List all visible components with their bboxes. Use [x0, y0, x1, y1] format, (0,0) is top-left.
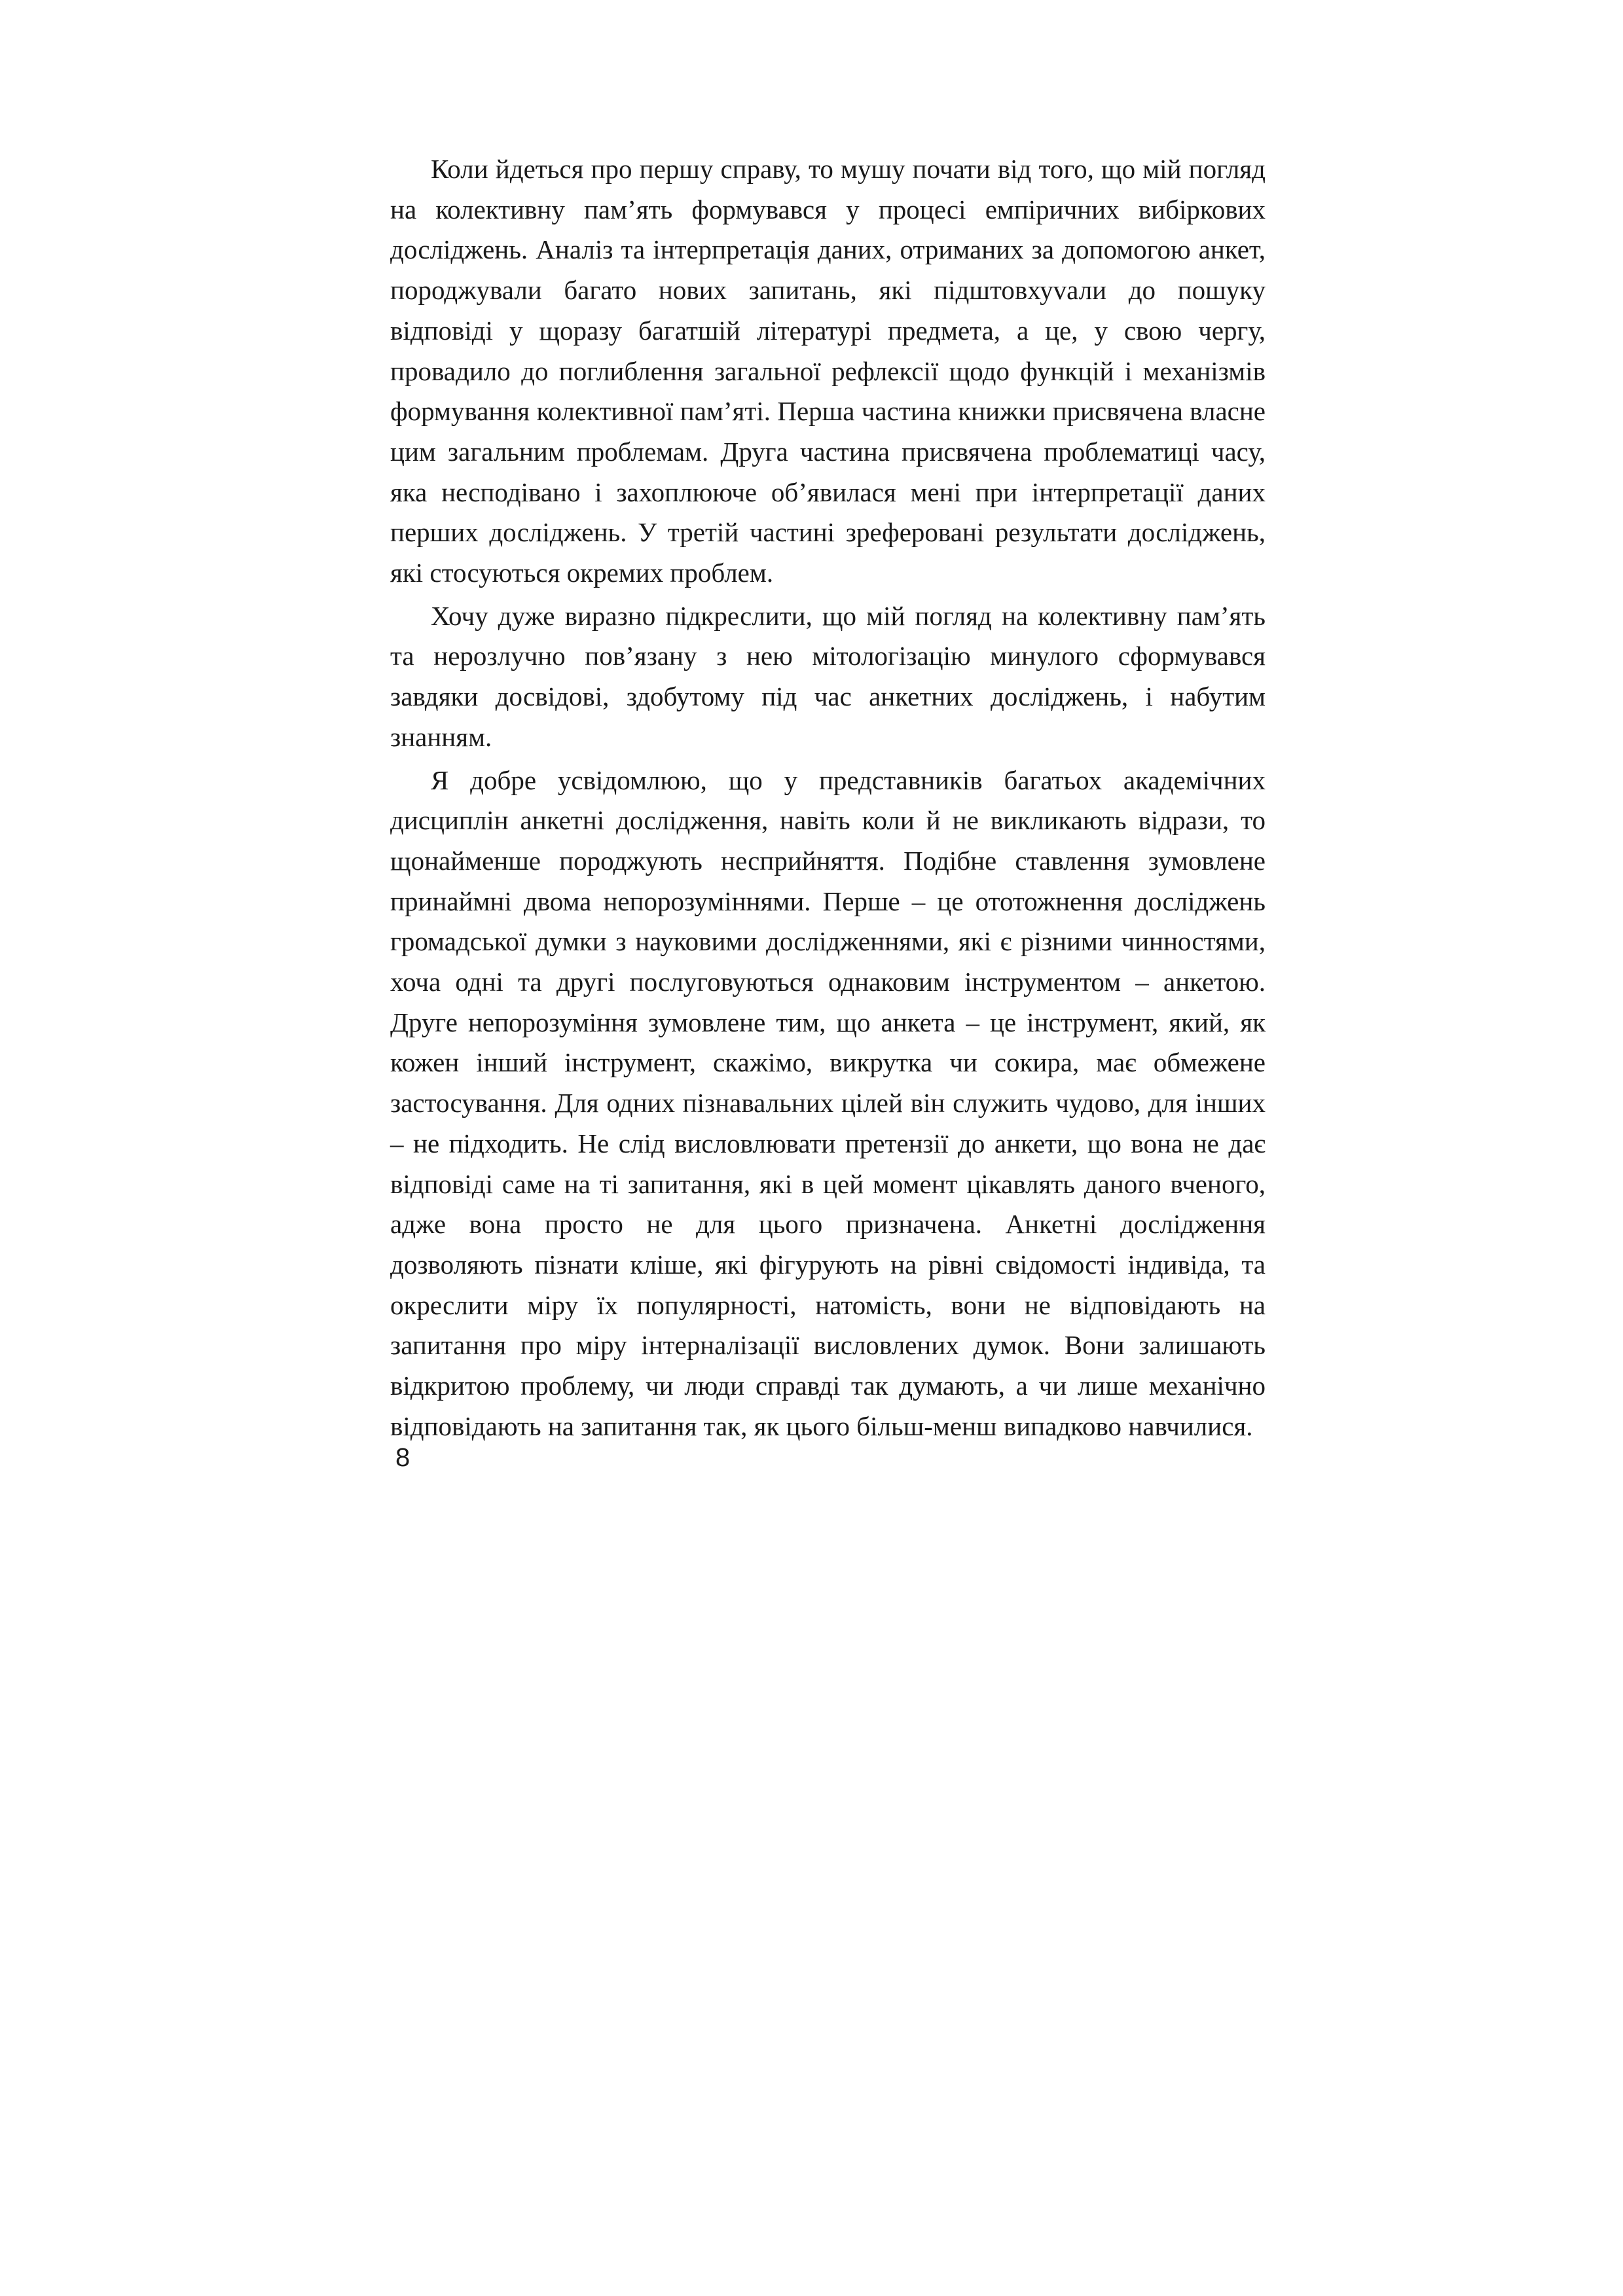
page-number: 8	[395, 1443, 410, 1472]
paragraph: Коли йдеться про першу справу, то мушу почати від того, що мій погляд на колективну пам’ять формувався у процесі емпіричних вибіркових досліджень. Аналіз та інтерпретація даних, отриманих за допомогою анкет, породжували багато нових запитань, які підштовхуvали до пошуку відповіді у щоразу багатшій літературі предмета, а це, у свою чергу, провадило до поглиблення загальної рефлексії щодо функцій і механізмів формування колективної пам’яті. Перша частина книжки присвячена власне цим загальним проблемам. Друга частина присвячена проблематиці часу, яка несподівано і захоплююче об’явилася мені при інтерпретації даних перших досліджень. У третій частині зреферовані результати досліджень, які стосуються окремих проблем.	[390, 154, 1266, 588]
body-text	[390, 149, 1266, 1450]
paragraph: Я добре усвідомлюю, що у представників багатьох академічних дисциплін анкетні дослідження, навіть коли й не викликають відрази, то щонайменше породжують несприйняття. Подібне ставлення зумовлене принаймні двома непорозуміннями. Перше – це ототожнення досліджень громадської думки з науковими дослідженнями, які є різними чинностями, хоча одні та другі послуговуються однаковим інструментом – анкетою. Друге непорозуміння зумовлене тим, що анкета – це інструмент, який, як кожен інший інструмент, скажімо, викрутка чи сокира, має обмежене застосування. Для одних пізнавальних цілей він служить чудово, для інших – не підходить. Не слід висловлювати претензії до анкети, що вона не дає відповіді саме на ті запитання, які в цей момент цікавлять даного вченого, адже вона просто не для цього призначена. Анкетні дослідження дозволяють пізнати кліше, які фігурують на рівні свідомості індивіда, та окреслити міру їх популярності, натомість, вони не відповідають на запитання про міру інтерналізації висловлених думок. Вони залишають відкритою проблему, чи люди справді так думають, а чи лише механічно відповідають на запитання так, як цього більш-менш випадково навчилися.	[390, 764, 1266, 1441]
paragraph: Хочу дуже виразно підкреслити, що мій погляд на колективну пам’ять та нерозлучно пов’язану з нею мітологізацію минулого сформувався завдяки досвідові, здобутому під час анкетних досліджень, і набутим знанням.	[390, 600, 1266, 752]
